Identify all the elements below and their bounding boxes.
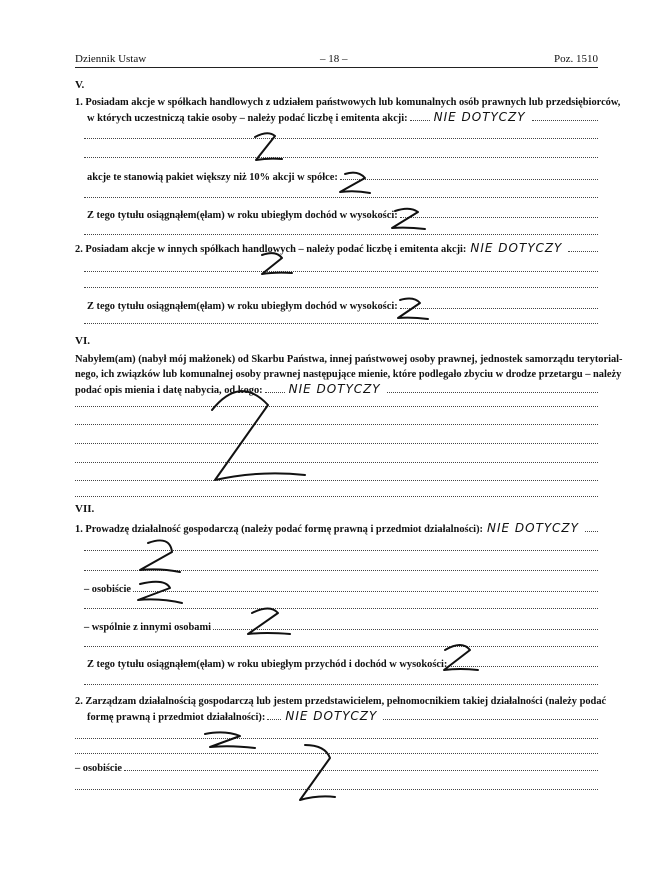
dotted-leader — [585, 522, 598, 532]
handwritten-answer: NIE DOTYCZY — [288, 382, 381, 396]
dotted-line — [84, 271, 598, 272]
vi-para-line1 — [75, 353, 623, 366]
strike-z-mark — [212, 391, 305, 480]
dotted-leader — [532, 111, 598, 121]
text: 1. Prowadzę działalność gospodarczą (należy podać formę prawną i przedmiot działalności): — [75, 524, 483, 535]
dotted-leader — [265, 383, 285, 393]
vii-personally-row — [84, 582, 598, 596]
text: Nabyłem(am) (nabył mój małżonek) od Skarbu Państwa, innej państwowej osoby prawnej, jednostek samorządu terytorial- — [75, 354, 623, 365]
handwritten-answer: NIE DOTYCZY — [285, 709, 378, 723]
dotted-line — [75, 462, 598, 463]
dotted-leader — [213, 620, 598, 630]
text: formę prawną i przedmiot działalności): — [87, 712, 266, 723]
text: nego, ich związków lub komunalnej osoby prawnej następujące mienie, które podlegało zbyciu w drodze przetargu – należy — [75, 369, 622, 380]
handwritten-answer: NIE DOTYCZY — [433, 110, 526, 124]
section-vii-title: VII. — [75, 503, 95, 515]
v-item2-row — [75, 242, 598, 256]
vii-jointly-row — [84, 620, 598, 634]
text: – osobiście — [84, 584, 132, 595]
dotted-line — [75, 406, 598, 407]
vii-item2-line1 — [75, 695, 607, 708]
journal-name: Dziennik Ustaw — [75, 53, 147, 65]
strike-z-mark — [140, 540, 180, 572]
dotted-line — [75, 424, 598, 425]
dotted-line — [84, 646, 598, 647]
dotted-leader — [568, 242, 598, 252]
vii-personally2-row — [75, 761, 598, 775]
dotted-line — [84, 197, 598, 198]
v-income-row — [87, 208, 598, 222]
page-number: – 18 – — [320, 53, 348, 65]
dotted-line — [75, 789, 598, 790]
dotted-line — [84, 684, 598, 685]
dotted-leader — [449, 657, 598, 667]
vii-item1-row — [75, 522, 598, 536]
text: akcje te stanowią pakiet większy niż 10% akcji w spółce: — [87, 172, 338, 183]
text: Z tego tytułu osiągnąłem(ęłam) w roku ubiegłym dochód w wysokości: — [87, 210, 398, 221]
dotted-leader — [383, 710, 598, 720]
handwritten-answer: NIE DOTYCZY — [470, 241, 563, 255]
dotted-line — [75, 753, 598, 754]
text: 2. Zarządzam działalnością gospodarczą lub jestem przedstawicielem, pełnomocnikiem takiej działalności (należy podać — [75, 696, 607, 707]
dotted-leader — [387, 383, 598, 393]
section-v-title: V. — [75, 79, 85, 91]
vii-income-row — [87, 657, 598, 671]
vii-item2-line2 — [87, 710, 598, 724]
text: – wspólnie z innymi osobami — [84, 622, 212, 633]
dotted-line — [84, 287, 598, 288]
dotted-line — [75, 496, 598, 497]
dotted-line — [84, 570, 598, 571]
strike-z-mark — [205, 732, 255, 748]
v-income2-row — [87, 299, 598, 313]
dotted-leader — [340, 170, 598, 180]
dotted-leader — [124, 761, 598, 771]
handwritten-answer: NIE DOTYCZY — [487, 521, 579, 535]
v-package-row — [87, 170, 598, 184]
v-item1-line1 — [75, 96, 621, 109]
text: Z tego tytułu osiągnąłem(ęłam) w roku ubiegłym dochód w wysokości: — [87, 301, 398, 312]
dotted-line — [84, 608, 598, 609]
dotted-line — [75, 480, 598, 481]
position-number: Poz. 1510 — [554, 53, 598, 65]
text: 1. Posiadam akcje w spółkach handlowych z udziałem państwowych lub komunalnych osób prawnych lub przedsiębiorców, — [75, 97, 621, 108]
dotted-line — [84, 138, 598, 139]
text: 2. Posiadam akcje w innych spółkach handlowych – należy podać liczbę i emitenta akcji: — [75, 244, 467, 255]
text: – osobiście — [75, 763, 123, 774]
v-item1-line2 — [87, 111, 598, 125]
dotted-leader — [133, 582, 598, 592]
vi-para-line2 — [75, 368, 622, 381]
text: w których uczestniczą takie osoby – należy podać liczbę i emitenta akcji: — [87, 113, 408, 124]
dotted-line — [84, 234, 598, 235]
page-header — [75, 53, 598, 68]
section-vi-title: VI. — [75, 335, 90, 347]
dotted-line — [84, 550, 598, 551]
dotted-line — [75, 443, 598, 444]
dotted-line — [75, 738, 598, 739]
dotted-leader — [410, 111, 430, 121]
dotted-line — [84, 157, 598, 158]
dotted-leader — [267, 710, 281, 720]
vi-para-line3 — [75, 383, 598, 397]
text: Z tego tytułu osiągnąłem(ęłam) w roku ubiegłym przychód i dochód w wysokości: — [87, 659, 448, 670]
dotted-leader — [400, 299, 598, 309]
dotted-leader — [400, 208, 598, 218]
text: podać opis mienia i datę nabycia, od kogo: — [75, 385, 263, 396]
dotted-line — [84, 323, 598, 324]
